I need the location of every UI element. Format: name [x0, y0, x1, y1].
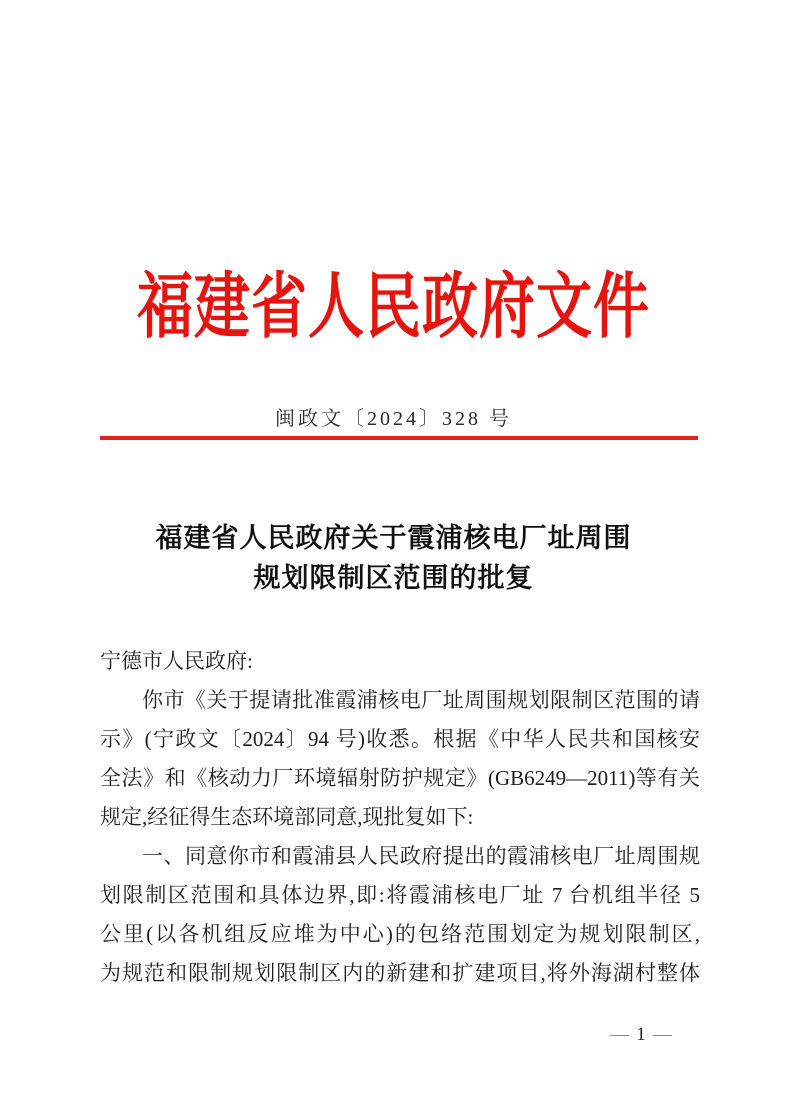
- salutation: 宁德市人民政府:: [100, 649, 253, 673]
- org-header-title: 福建省人民政府文件: [137, 268, 650, 348]
- doc-title-line-2: 规划限制区范围的批复: [253, 563, 534, 593]
- body-line: 公里(以各机组反应堆为中心)的包络范围划定为规划限制区,: [100, 922, 700, 946]
- body-line: 为规范和限制规划限制区内的新建和扩建项目,将外海湖村整体: [100, 961, 700, 985]
- page-number-value: 1: [636, 1024, 646, 1045]
- body-line: 规定,经征得生态环境部同意,现批复如下:: [100, 805, 474, 829]
- body-line: 全法》和《核动力厂环境辐射防护规定》(GB6249—2011)等有关: [100, 766, 700, 790]
- page-number-left-dash: —: [610, 1024, 630, 1045]
- doc-reference-number: 闽政文〔2024〕328 号: [275, 408, 512, 430]
- body-lines: [100, 681, 700, 993]
- page-number: [596, 1024, 686, 1046]
- page-number-right-dash: —: [652, 1024, 672, 1045]
- body-line: 你市《关于提请批准霞浦核电厂址周围规划限制区范围的请: [142, 688, 700, 712]
- body-line: 划限制区范围和具体边界,即:将霞浦核电厂址 7 台机组半径 5: [100, 883, 700, 907]
- red-divider-rule: [100, 436, 698, 440]
- body-line: 一、同意你市和霞浦县人民政府提出的霞浦核电厂址周围规: [142, 844, 700, 868]
- body-line: 示》(宁政文〔2024〕94 号)收悉。根据《中华人民共和国核安: [100, 727, 700, 751]
- body-text: [100, 642, 700, 993]
- doc-title: [0, 518, 787, 598]
- doc-title-line-1: 福建省人民政府关于霞浦核电厂址周围: [155, 523, 632, 553]
